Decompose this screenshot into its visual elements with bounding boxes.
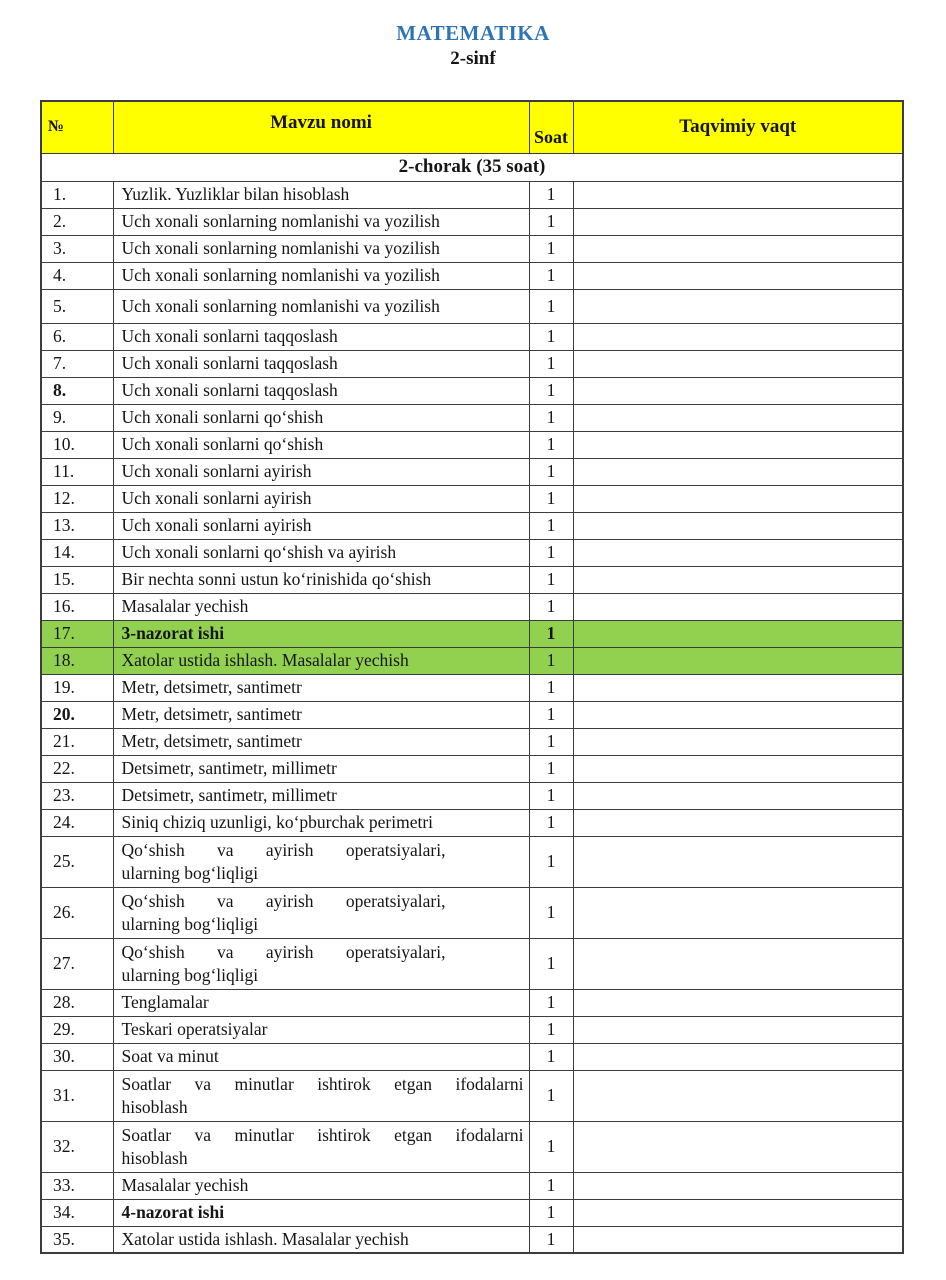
calendar-cell [573, 887, 903, 938]
topic-cell: Uch xonali sonlarning nomlanishi va yozilish [113, 289, 529, 323]
header-topic-column: Mavzu nomi [113, 101, 529, 153]
calendar-cell [573, 323, 903, 350]
hours-cell: 1 [529, 539, 573, 566]
table-row [41, 887, 903, 938]
row-number-cell: 31. [41, 1070, 113, 1121]
calendar-cell [573, 350, 903, 377]
topic-cell: Tenglamalar [113, 989, 529, 1016]
row-number-cell: 21. [41, 728, 113, 755]
calendar-cell [573, 1172, 903, 1199]
topic-cell: Uch xonali sonlarni taqqoslash [113, 350, 529, 377]
row-number-cell: 4. [41, 262, 113, 289]
calendar-cell [573, 1199, 903, 1226]
calendar-cell [573, 1043, 903, 1070]
table-row [41, 323, 903, 350]
table-header-row [41, 101, 903, 153]
topic-line: Qoʻshish va ayirish operatsiyalari, [121, 891, 446, 912]
topic-line: hisoblash [121, 1096, 188, 1117]
topic-line: Soatlar va minutlar ishtirok etgan ifodalarni [121, 1125, 524, 1146]
calendar-cell [573, 809, 903, 836]
row-number-cell: 24. [41, 809, 113, 836]
row-number-cell: 6. [41, 323, 113, 350]
hours-cell: 1 [529, 323, 573, 350]
topic-cell: Masalalar yechish [113, 1172, 529, 1199]
topic-cell: Xatolar ustida ishlash. Masalalar yechish [113, 1226, 529, 1253]
row-number-cell: 13. [41, 512, 113, 539]
topic-cell: Uch xonali sonlarni taqqoslash [113, 377, 529, 404]
row-number-cell: 11. [41, 458, 113, 485]
calendar-cell [573, 289, 903, 323]
table-row [41, 1121, 903, 1172]
hours-cell: 1 [529, 701, 573, 728]
hours-cell: 1 [529, 755, 573, 782]
calendar-cell [573, 431, 903, 458]
topic-cell: Uch xonali sonlarni ayirish [113, 512, 529, 539]
row-number-cell: 3. [41, 235, 113, 262]
hours-cell: 1 [529, 674, 573, 701]
hours-cell: 1 [529, 620, 573, 647]
topic-cell: Metr, detsimetr, santimetr [113, 728, 529, 755]
calendar-cell [573, 181, 903, 208]
topic-cell: Bir nechta sonni ustun koʻrinishida qoʻshish [113, 566, 529, 593]
table-row [41, 1226, 903, 1253]
calendar-cell [573, 1016, 903, 1043]
header-hours-column: Soat [529, 101, 573, 153]
table-row [41, 512, 903, 539]
calendar-cell [573, 1226, 903, 1253]
row-number-cell: 33. [41, 1172, 113, 1199]
row-number-cell: 15. [41, 566, 113, 593]
table-row [41, 728, 903, 755]
row-number-cell: 5. [41, 289, 113, 323]
hours-cell: 1 [529, 404, 573, 431]
topic-cell [113, 938, 529, 989]
topic-cell: Uch xonali sonlarning nomlanishi va yozilish [113, 208, 529, 235]
topic-cell: Uch xonali sonlarni qoʻshish [113, 431, 529, 458]
hours-cell: 1 [529, 1043, 573, 1070]
row-number-cell: 25. [41, 836, 113, 887]
row-number-cell: 7. [41, 350, 113, 377]
hours-cell: 1 [529, 1172, 573, 1199]
topic-cell: Masalalar yechish [113, 593, 529, 620]
hours-cell: 1 [529, 1016, 573, 1043]
hours-cell: 1 [529, 458, 573, 485]
row-number-cell: 30. [41, 1043, 113, 1070]
topic-cell: Uch xonali sonlarni ayirish [113, 485, 529, 512]
row-number-cell: 9. [41, 404, 113, 431]
calendar-cell [573, 701, 903, 728]
hours-cell: 1 [529, 728, 573, 755]
topic-cell: Yuzlik. Yuzliklar bilan hisoblash [113, 181, 529, 208]
table-row [41, 782, 903, 809]
topic-cell: Metr, detsimetr, santimetr [113, 701, 529, 728]
table-row [41, 377, 903, 404]
hours-cell: 1 [529, 1199, 573, 1226]
hours-cell: 1 [529, 1121, 573, 1172]
topic-cell [113, 836, 529, 887]
table-row [41, 235, 903, 262]
topic-line: ularning bogʻliqligi [121, 862, 259, 883]
row-number-cell: 32. [41, 1121, 113, 1172]
calendar-cell [573, 458, 903, 485]
table-row [41, 593, 903, 620]
topic-line: hisoblash [121, 1147, 188, 1168]
hours-cell: 1 [529, 647, 573, 674]
topic-cell: Siniq chiziq uzunligi, koʻpburchak perimetri [113, 809, 529, 836]
table-row [41, 181, 903, 208]
hours-cell: 1 [529, 887, 573, 938]
topic-cell: Uch xonali sonlarni qoʻshish va ayirish [113, 539, 529, 566]
topic-cell: Uch xonali sonlarni ayirish [113, 458, 529, 485]
topic-line: Soatlar va minutlar ishtirok etgan ifodalarni [121, 1074, 524, 1095]
calendar-cell [573, 377, 903, 404]
table-row [41, 485, 903, 512]
topic-line: Qoʻshish va ayirish operatsiyalari, [121, 840, 446, 861]
calendar-cell [573, 1070, 903, 1121]
row-number-cell: 27. [41, 938, 113, 989]
row-number-cell: 26. [41, 887, 113, 938]
table-row [41, 458, 903, 485]
calendar-cell [573, 404, 903, 431]
hours-cell: 1 [529, 208, 573, 235]
calendar-cell [573, 539, 903, 566]
row-number-cell: 34. [41, 1199, 113, 1226]
topic-cell: Uch xonali sonlarning nomlanishi va yozilish [113, 262, 529, 289]
calendar-cell [573, 593, 903, 620]
row-number-cell: 19. [41, 674, 113, 701]
table-row [41, 350, 903, 377]
table-row [41, 701, 903, 728]
topic-cell [113, 1121, 529, 1172]
header-number-column: № [41, 101, 113, 153]
calendar-cell [573, 208, 903, 235]
table-row [41, 989, 903, 1016]
hours-cell: 1 [529, 512, 573, 539]
table-row [41, 620, 903, 647]
hours-cell: 1 [529, 938, 573, 989]
row-number-cell: 2. [41, 208, 113, 235]
calendar-cell [573, 485, 903, 512]
topic-cell: Metr, detsimetr, santimetr [113, 674, 529, 701]
row-number-cell: 35. [41, 1226, 113, 1253]
hours-cell: 1 [529, 1226, 573, 1253]
table-row [41, 809, 903, 836]
calendar-cell [573, 938, 903, 989]
calendar-cell [573, 674, 903, 701]
row-number-cell: 1. [41, 181, 113, 208]
row-number-cell: 12. [41, 485, 113, 512]
hours-cell: 1 [529, 235, 573, 262]
calendar-cell [573, 1121, 903, 1172]
table-row [41, 836, 903, 887]
document-title: MATEMATIKA [396, 21, 550, 45]
row-number-cell: 17. [41, 620, 113, 647]
row-number-cell: 20. [41, 701, 113, 728]
row-number-cell: 14. [41, 539, 113, 566]
topic-cell: Detsimetr, santimetr, millimetr [113, 782, 529, 809]
hours-cell: 1 [529, 431, 573, 458]
table-row [41, 938, 903, 989]
table-row [41, 404, 903, 431]
table-row [41, 647, 903, 674]
hours-cell: 1 [529, 836, 573, 887]
hours-cell: 1 [529, 485, 573, 512]
hours-cell: 1 [529, 262, 573, 289]
table-row [41, 289, 903, 323]
topic-cell: 3-nazorat ishi [113, 620, 529, 647]
hours-cell: 1 [529, 809, 573, 836]
table-row [41, 1199, 903, 1226]
calendar-cell [573, 782, 903, 809]
calendar-cell [573, 989, 903, 1016]
row-number-cell: 28. [41, 989, 113, 1016]
topic-line: ularning bogʻliqligi [121, 964, 259, 985]
curriculum-table [40, 100, 904, 1254]
header-calendar-column: Taqvimiy vaqt [573, 101, 903, 153]
calendar-cell [573, 755, 903, 782]
hours-cell: 1 [529, 566, 573, 593]
row-number-cell: 22. [41, 755, 113, 782]
section-row-label: 2-chorak (35 soat) [41, 153, 903, 181]
hours-cell: 1 [529, 377, 573, 404]
document-subtitle: 2-sinf [450, 48, 496, 69]
topic-cell: Uch xonali sonlarning nomlanishi va yozilish [113, 235, 529, 262]
calendar-cell [573, 566, 903, 593]
topic-cell: Teskari operatsiyalar [113, 1016, 529, 1043]
table-row [41, 566, 903, 593]
row-number-cell: 16. [41, 593, 113, 620]
topic-cell [113, 887, 529, 938]
hours-cell: 1 [529, 350, 573, 377]
table-row [41, 262, 903, 289]
calendar-cell [573, 620, 903, 647]
calendar-cell [573, 836, 903, 887]
table-row [41, 1016, 903, 1043]
hours-cell: 1 [529, 181, 573, 208]
calendar-cell [573, 728, 903, 755]
table-row [41, 755, 903, 782]
calendar-cell [573, 262, 903, 289]
hours-cell: 1 [529, 1070, 573, 1121]
topic-cell [113, 1070, 529, 1121]
calendar-cell [573, 647, 903, 674]
table-row [41, 1043, 903, 1070]
row-number-cell: 23. [41, 782, 113, 809]
topic-cell: Soat va minut [113, 1043, 529, 1070]
table-row [41, 1172, 903, 1199]
hours-cell: 1 [529, 989, 573, 1016]
table-row [41, 539, 903, 566]
row-number-cell: 18. [41, 647, 113, 674]
topic-cell: Uch xonali sonlarni qoʻshish [113, 404, 529, 431]
hours-cell: 1 [529, 782, 573, 809]
topic-cell: Xatolar ustida ishlash. Masalalar yechish [113, 647, 529, 674]
topic-line: Qoʻshish va ayirish operatsiyalari, [121, 942, 446, 963]
row-number-cell: 10. [41, 431, 113, 458]
section-row [41, 153, 903, 181]
calendar-cell [573, 235, 903, 262]
table-row [41, 1070, 903, 1121]
table-row [41, 208, 903, 235]
row-number-cell: 8. [41, 377, 113, 404]
hours-cell: 1 [529, 289, 573, 323]
topic-cell: Uch xonali sonlarni taqqoslash [113, 323, 529, 350]
topic-cell: 4-nazorat ishi [113, 1199, 529, 1226]
hours-cell: 1 [529, 593, 573, 620]
table-row [41, 431, 903, 458]
topic-cell: Detsimetr, santimetr, millimetr [113, 755, 529, 782]
topic-line: ularning bogʻliqligi [121, 913, 259, 934]
row-number-cell: 29. [41, 1016, 113, 1043]
table-row [41, 674, 903, 701]
calendar-cell [573, 512, 903, 539]
